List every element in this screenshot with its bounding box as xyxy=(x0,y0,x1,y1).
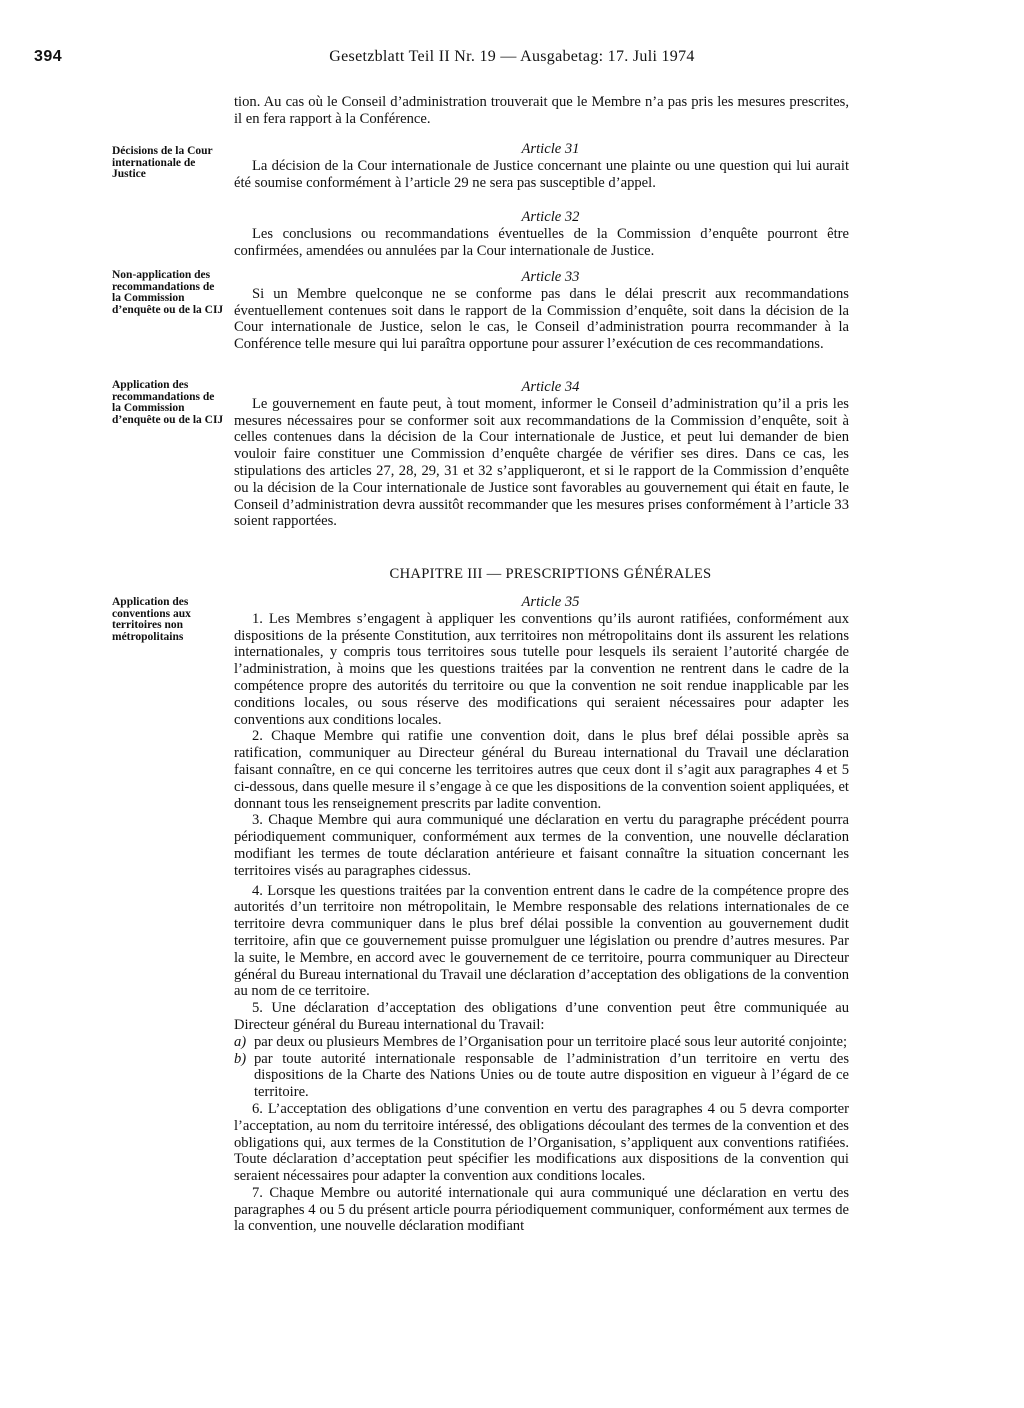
sidenote-non-metropolitan: Application des conventions aux territoires non métropolitains xyxy=(112,596,191,643)
article-35-paragraph-6: 6. L’acceptation des obligations d’une convention en vertu des paragraphes 4 ou 5 devra comporter l’acceptation, au nom du territoire intéressé, des obligations découlant des termes de la convention et des obligations qui, aux termes de la Constitution de l’Organisation, s’appliquent aux conventions ratifiées. Toute déclaration d’acceptation peut spécifier les modifications aux dispositions de la convention qui seraient nécessaires pour adapter la convention aux conditions locales. xyxy=(234,1100,849,1185)
chapter-3 xyxy=(234,566,849,583)
intro-paragraph: tion. Au cas où le Conseil d’administration trouverait que le Membre n’a pas pris les mesures prescrites, il en fera rapport à la Conférence. xyxy=(234,94,849,127)
article-35-paragraph-5: 5. Une déclaration d’acceptation des obligations d’une convention peut être communiquée au Directeur général du Bureau international du Travail: xyxy=(234,1000,849,1033)
item-a-text: par deux ou plusieurs Membres de l’Organisation pour un territoire placé sous leur autorité conjointe; xyxy=(254,1033,848,1050)
article-34 xyxy=(234,379,849,530)
article-31 xyxy=(234,141,849,191)
article-35-paragraph-1: 1. Les Membres s’engagent à appliquer les conventions qu’ils auront ratifiées, conformément aux dispositions de la présente Constitution, aux territoires non métropolitains dont ils assurent les relations internationales, y compris tous territoires sous tutelle pour lesquels ils seraient l’autorité chargée de l’administration, à moins que les questions traitées par la convention ne rentrent dans le cadre de la compétence propre des autorités du territoire ou que la convention ne soit rendue inapplicable par les conditions locales, ou sous réserve des modifications qui seraient nécessaires pour adapter les conventions aux conditions locales. xyxy=(234,610,849,728)
article-35 xyxy=(234,594,849,1235)
article-32 xyxy=(234,209,849,259)
article-31-title: Article 31 xyxy=(521,141,580,157)
text-block-top xyxy=(234,94,849,128)
article-35-paragraph-4: 4. Lorsque les questions traitées par la convention entrent dans le cadre de la compétence propre des autorités d’un territoire non métropolitain, le Membre responsable des relations internationales de ce territoire devra communiquer dans le plus bref délai possible la convention au gouvernement dudit territoire, afin que ce gouvernement puisse promulguer une législation ou prendre d’autres mesures. Par la suite, le Membre, en accord avec le gouvernement de ce territoire, pourra communiquer au Directeur général du Bureau international du Travail une déclaration d’acceptation des obligations de la convention au nom de ce territoire. xyxy=(234,882,849,1000)
article-34-title: Article 34 xyxy=(521,379,580,395)
article-31-text: La décision de la Cour internationale de Justice concernant une plainte ou une question qui lui aurait été soumise conformément à l’article 29 ne sera pas susceptible d’appel. xyxy=(234,157,849,191)
article-32-title: Article 32 xyxy=(521,209,580,225)
article-32-text: Les conclusions ou recommandations éventuelles de la Commission d’enquête pourront être confirmées, amendées ou annulées par la Cour internationale de Justice. xyxy=(234,225,849,259)
article-35-paragraph-7: 7. Chaque Membre ou autorité internationale qui aura communiqué une déclaration en vertu des paragraphes 4 ou 5 du présent article pourra périodiquement communiquer, conformément aux termes de la convention, une nouvelle déclaration modifiant xyxy=(234,1184,849,1235)
sidenote-non-application: Non-application des recommandations de la Commission d’enquête ou de la CIJ xyxy=(112,269,224,316)
article-33 xyxy=(234,269,849,353)
article-35-paragraph-2: 2. Chaque Membre qui ratifie une convention doit, dans le plus bref délai possible après sa ratification, communiquer au Directeur général du Bureau international du Travail une déclaration faisant connaître, en ce qui concerne les territoires autres que ceux dont il s’agit aux paragraphes 4 et 5 ci-dessous, dans quelle mesure il s’engage à ce que les dispositions de la convention soient appliquées, et donnant tous les renseignement prescrits par ladite convention. xyxy=(234,728,849,812)
item-a-label: a) xyxy=(234,1033,247,1050)
article-35-title: Article 35 xyxy=(521,594,580,610)
item-b-label: b) xyxy=(234,1050,247,1067)
sidenote-application-recommendations: Application des recommandations de la Commission d’enquête ou de la CIJ xyxy=(112,379,224,426)
article-35-paragraph-3: 3. Chaque Membre qui aura communiqué une déclaration en vertu du paragraphe précédent pourra périodiquement communiquer, conformément aux termes de la convention, une nouvelle déclaration modifiant les termes de toute déclaration antérieure et faisant connaître la situation concernant les territoires visés au paragraphes cidessus. xyxy=(234,812,849,879)
article-34-text: Le gouvernement en faute peut, à tout moment, informer le Conseil d’administration qu’il a pris les mesures nécessaires pour se conformer soit aux recommandations de la Commission d’enquête, soit à celles contenues dans la décision de la Cour internationale de Justice, et peut lui demander de bien vouloir faire constituer une Commission d’enquête chargée de vérifier ses dires. Dans ce cas, les stipulations des articles 27, 28, 29, 31 et 32 s’appliqueront, et si le rapport de la Commission d’enquête ou la décision de la Cour internationale de Justice sont favorables au gouvernement qui était en faute, le Conseil d’administration devra aussitôt recommander que les mesures prises conformément à l’article 33 soient rapportées. xyxy=(234,395,849,530)
article-35-item-a xyxy=(234,1034,849,1051)
item-b-text: par toute autorité internationale responsable de l’administration d’un territoire en vertu des dispositions de la Charte des Nations Unies ou de toute autre disposition en vigueur à l’égard de ce territoire. xyxy=(254,1050,849,1101)
article-35-item-b xyxy=(234,1051,849,1101)
article-33-text: Si un Membre quelconque ne se conforme pas dans le délai prescrit aux recommandations éventuellement contenues soit dans le rapport de la Commission d’enquête, soit dans la décision de la Cour internationale de Justice, selon le cas, le Conseil d’administration pourra recommander à la Conférence telle mesure qui lui paraîtra opportune pour assurer l’exécution de ces recommandations. xyxy=(234,285,849,353)
article-33-title: Article 33 xyxy=(521,269,580,285)
running-header: Gesetzblatt Teil II Nr. 19 — Ausgabetag: 17. Juli 1974 xyxy=(329,48,695,65)
chapter-heading: CHAPITRE III — PRESCRIPTIONS GÉNÉRALES xyxy=(389,566,712,582)
sidenote-cij-decisions: Décisions de la Cour internationale de Justice xyxy=(112,145,213,180)
page-number: 394 xyxy=(34,48,63,65)
